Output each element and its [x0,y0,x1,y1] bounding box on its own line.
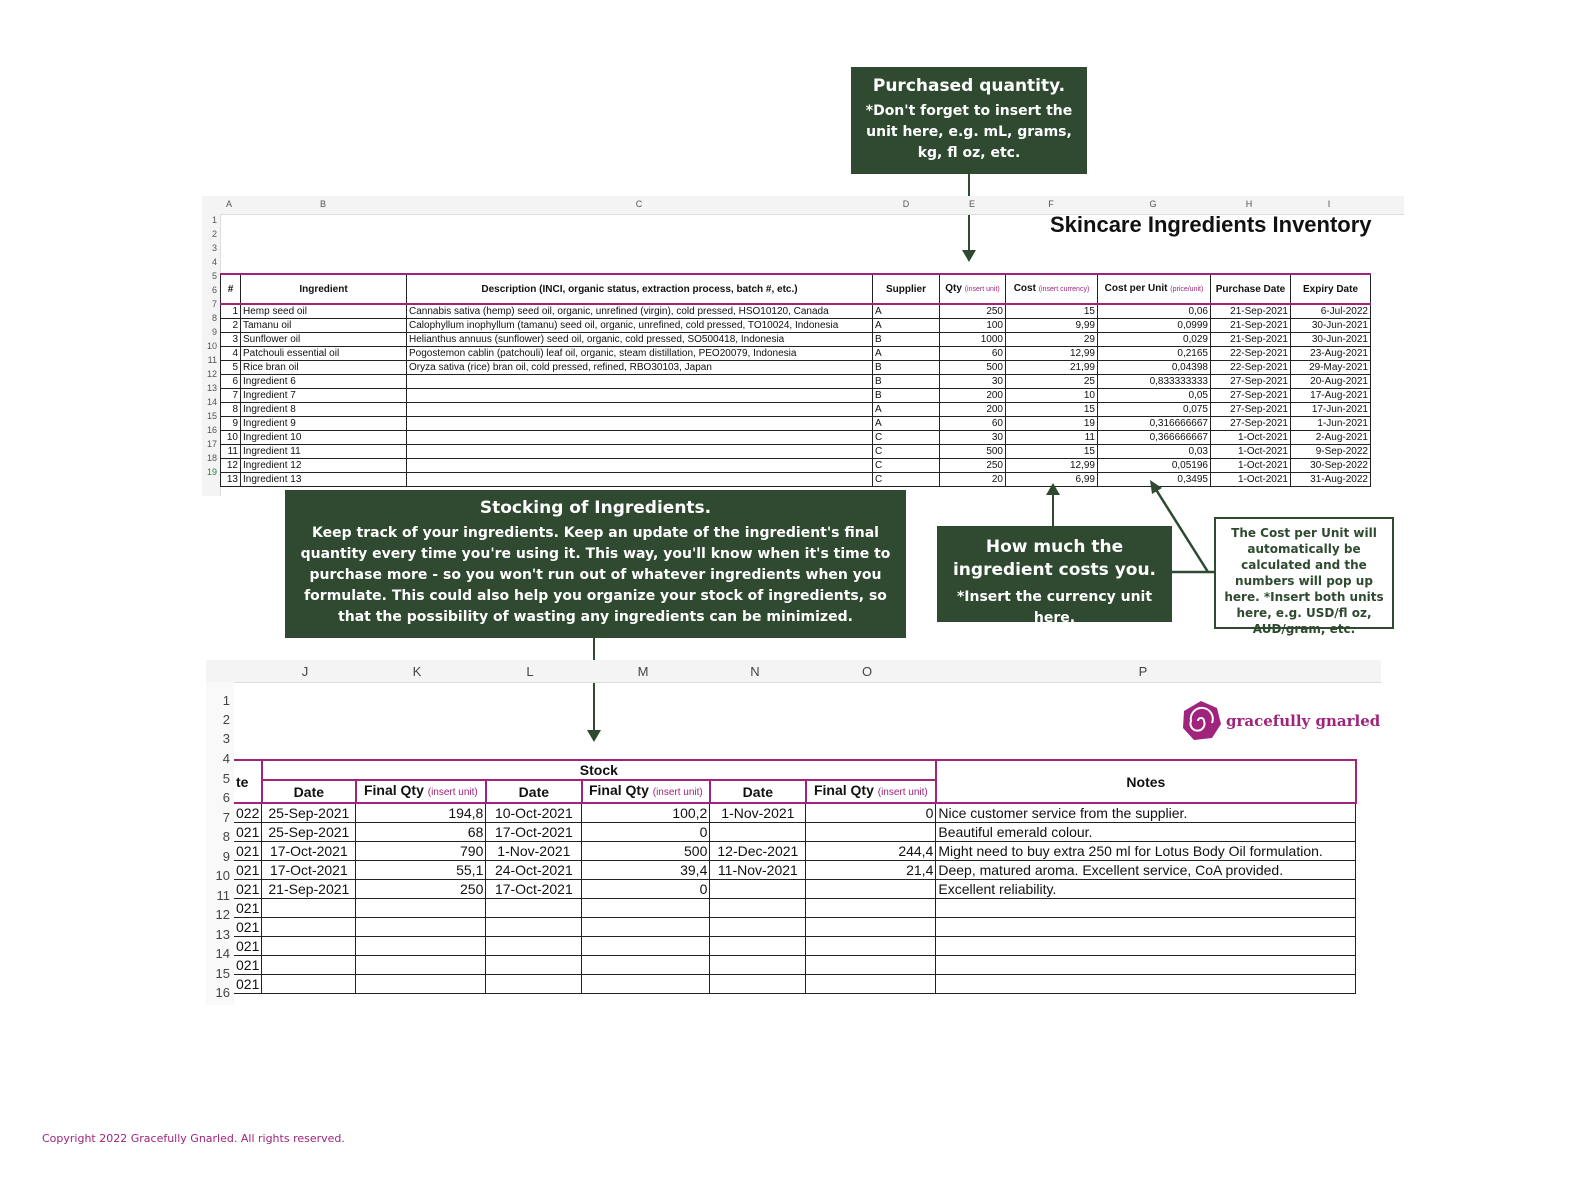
table-cell[interactable]: 13 [221,473,241,487]
table-cell[interactable]: Pogostemon cablin (patchouli) leaf oil, organic, steam distillation, PEO20079, Indonesia [407,347,873,361]
table-cell[interactable]: Cannabis sativa (hemp) seed oil, organic, unrefined (virgin), cold pressed, HSO10120, Canada [407,304,873,319]
table-cell[interactable]: 20-Aug-2021 [1291,375,1371,389]
table-cell[interactable]: 15 [1006,304,1098,319]
table-cell[interactable]: 10-Oct-2021 [486,803,582,823]
inventory-sheet [202,196,1404,496]
table-cell[interactable]: 0,316666667 [1098,417,1211,431]
table-cell[interactable]: 1-Oct-2021 [1211,473,1291,487]
table-cell[interactable]: 2-Aug-2021 [1291,431,1371,445]
table-cell[interactable]: A [873,319,940,333]
table-cell[interactable]: 0,04398 [1098,361,1211,375]
table-cell[interactable]: B [873,375,940,389]
col-letter: A [225,199,233,209]
col-ingredient: Ingredient [241,274,407,304]
table-cell[interactable] [407,445,873,459]
table-row [221,347,1371,361]
table-cell[interactable] [936,918,1356,937]
callout-stocking [285,490,906,638]
table-cell[interactable]: 25-Sep-2021 [262,823,356,842]
table-cell[interactable]: 1-Oct-2021 [1211,445,1291,459]
table-cell[interactable] [262,975,356,994]
arrow-cost [1052,493,1054,526]
table-cell[interactable]: 200 [940,403,1006,417]
col-letter: J [301,664,309,679]
col-date-1: Date [262,780,356,803]
table-cell[interactable]: 22-Sep-2021 [1211,361,1291,375]
table-cell[interactable] [806,823,936,842]
table-cell[interactable]: 022 [234,803,262,823]
table-cell[interactable]: 24-Oct-2021 [486,861,582,880]
col-letter: P [1138,664,1148,679]
table-cell[interactable]: 15 [1006,445,1098,459]
table-cell[interactable] [407,473,873,487]
col-cost: Cost (insert currency) [1006,274,1098,304]
table-cell[interactable] [936,956,1356,975]
table-cell[interactable]: Ingredient 12 [241,459,407,473]
table-cell[interactable]: 1-Oct-2021 [1211,459,1291,473]
table-cell[interactable]: 0,06 [1098,304,1211,319]
table-cell[interactable]: 500 [582,842,710,861]
table-cell[interactable]: Helianthus annuus (sunflower) seed oil, organic, cold pressed, SO500418, Indonesia [407,333,873,347]
col-expiry-date: Expiry Date [1291,274,1371,304]
table-cell[interactable] [262,937,356,956]
table-cell[interactable]: 7 [221,389,241,403]
col-letter: L [526,664,534,679]
table-cell[interactable]: 60 [940,347,1006,361]
table-cell[interactable]: 21-Sep-2021 [262,880,356,899]
table-cell[interactable] [806,899,936,918]
table-cell[interactable]: 25 [1006,375,1098,389]
table-cell[interactable]: 9-Sep-2022 [1291,445,1371,459]
table-cell[interactable]: 17-Jun-2021 [1291,403,1371,417]
col-letter: M [637,664,649,679]
table-cell[interactable]: 25-Sep-2021 [262,803,356,823]
table-cell[interactable]: 30-Jun-2021 [1291,333,1371,347]
table-row [221,403,1371,417]
table-cell[interactable]: Deep, matured aroma. Excellent service, CoA provided. [936,861,1356,880]
table-cell[interactable]: 0,029 [1098,333,1211,347]
table-cell[interactable] [356,956,486,975]
table-cell[interactable] [806,918,936,937]
table-cell[interactable]: B [873,361,940,375]
table-cell[interactable]: Beautiful emerald colour. [936,823,1356,842]
table-cell[interactable]: 27-Sep-2021 [1211,417,1291,431]
table-cell[interactable]: 200 [940,389,1006,403]
table-cell[interactable]: 17-Oct-2021 [486,880,582,899]
arrow-head-icon [1046,483,1060,495]
table-cell[interactable]: A [873,304,940,319]
table-cell[interactable] [710,937,806,956]
table-cell[interactable]: 0,0999 [1098,319,1211,333]
table-cell[interactable] [262,918,356,937]
table-row [234,803,1356,823]
table-cell[interactable]: 100 [940,319,1006,333]
table-cell[interactable] [710,880,806,899]
col-final-qty-3: Final Qty (insert unit) [806,780,936,803]
table-cell[interactable]: 11 [1006,431,1098,445]
table-cell[interactable]: 27-Sep-2021 [1211,375,1291,389]
callout-purchased-quantity [851,67,1087,174]
table-cell[interactable] [407,403,873,417]
table-cell[interactable]: 250 [356,880,486,899]
col-stock: Stock [262,760,936,780]
table-cell[interactable]: 21-Sep-2021 [1211,304,1291,319]
copyright-notice: Copyright 2022 Gracefully Gnarled. All rights reserved. [42,1132,345,1145]
table-cell[interactable]: 021 [234,937,262,956]
table-row [221,319,1371,333]
table-cell[interactable]: Ingredient 10 [241,431,407,445]
table-cell[interactable]: A [873,403,940,417]
col-letter: D [902,199,910,209]
table-row [234,880,1356,899]
table-cell[interactable]: Nice customer service from the supplier. [936,803,1356,823]
table-cell[interactable] [407,389,873,403]
table-cell[interactable]: C [873,445,940,459]
table-cell[interactable]: 12,99 [1006,347,1098,361]
table-cell[interactable] [486,918,582,937]
table-row [234,842,1356,861]
table-cell[interactable] [936,937,1356,956]
table-cell[interactable]: Hemp seed oil [241,304,407,319]
table-row [221,361,1371,375]
table-cell[interactable]: 0,2165 [1098,347,1211,361]
table-row [221,445,1371,459]
table-cell[interactable]: Oryza sativa (rice) bran oil, cold pressed, refined, RBO30103, Japan [407,361,873,375]
table-cell[interactable] [710,899,806,918]
table-cell[interactable] [806,956,936,975]
table-cell[interactable]: Patchouli essential oil [241,347,407,361]
table-cell[interactable]: B [873,389,940,403]
table-cell[interactable]: 6,99 [1006,473,1098,487]
rose-logo-icon [1180,700,1222,742]
table-cell[interactable]: B [873,333,940,347]
col-letter: H [1245,199,1253,209]
table-cell[interactable] [806,975,936,994]
table-cell[interactable] [936,899,1356,918]
table-row [221,417,1371,431]
table-row [234,918,1356,937]
table-cell[interactable] [407,459,873,473]
table-cell[interactable]: 0,05196 [1098,459,1211,473]
table-cell[interactable] [407,417,873,431]
table-cell[interactable]: 9 [221,417,241,431]
table-cell[interactable]: C [873,431,940,445]
table-cell[interactable] [356,918,486,937]
table-cell[interactable]: 4 [221,347,241,361]
table-cell[interactable]: Ingredient 11 [241,445,407,459]
table-cell[interactable]: 1-Nov-2021 [710,803,806,823]
table-cell[interactable]: 27-Sep-2021 [1211,403,1291,417]
table-cell[interactable]: 021 [234,956,262,975]
table-cell[interactable]: 790 [356,842,486,861]
table-cell[interactable]: 22-Sep-2021 [1211,347,1291,361]
table-cell[interactable]: Ingredient 8 [241,403,407,417]
table-cell[interactable]: 250 [940,304,1006,319]
table-cell[interactable]: 30 [940,431,1006,445]
table-cell[interactable]: 21,99 [1006,361,1098,375]
table-cell[interactable] [582,918,710,937]
table-cell[interactable] [582,899,710,918]
table-cell[interactable] [407,431,873,445]
table-cell[interactable]: 0 [582,823,710,842]
callout-body: The Cost per Unit will automatically be calculated and the numbers will pop up here. *Insert both units here, e.g. USD/fl oz, AUD/gram, etc. [1224,526,1384,636]
callout-title: Purchased quantity. [872,76,1066,96]
table-cell[interactable]: 68 [356,823,486,842]
table-cell[interactable]: 12,99 [1006,459,1098,473]
table-cell[interactable]: 0 [582,880,710,899]
table-cell[interactable]: 20 [940,473,1006,487]
table-cell[interactable]: 60 [940,417,1006,431]
callout-title: Stocking of Ingredients. [479,498,712,518]
table-cell[interactable]: 1 [221,304,241,319]
table-cell[interactable]: 021 [234,880,262,899]
col-notes: Notes [936,760,1356,803]
table-cell[interactable]: 39,4 [582,861,710,880]
table-cell[interactable]: 11-Nov-2021 [710,861,806,880]
table-cell[interactable]: 21-Sep-2021 [1211,333,1291,347]
table-cell[interactable]: 6 [221,375,241,389]
table-cell[interactable] [486,937,582,956]
table-cell[interactable]: 12-Dec-2021 [710,842,806,861]
table-cell[interactable]: 12 [221,459,241,473]
col-cost-per-unit: Cost per Unit (price/unit) [1098,274,1211,304]
table-cell[interactable]: 10 [221,431,241,445]
row-header-bar: 1 2 3 4 5 6 7 8 9 10 11 12 13 14 15 16 [206,682,234,1005]
table-cell[interactable] [407,375,873,389]
table-cell[interactable]: 194,8 [356,803,486,823]
table-cell[interactable]: 021 [234,842,262,861]
table-cell[interactable]: 17-Oct-2021 [262,861,356,880]
table-cell[interactable]: C [873,459,940,473]
table-cell[interactable] [710,918,806,937]
stock-header-row [234,760,1356,780]
table-cell[interactable]: A [873,347,940,361]
col-letter: I [1327,199,1331,209]
table-cell[interactable]: 021 [234,861,262,880]
table-cell[interactable]: Tamanu oil [241,319,407,333]
table-cell[interactable] [582,956,710,975]
callout-body: *Insert the currency unit here. [956,589,1153,626]
table-row [234,937,1356,956]
table-cell[interactable]: 21,4 [806,861,936,880]
table-cell[interactable]: Excellent reliability. [936,880,1356,899]
table-row [221,459,1371,473]
row-header-bar: 1 2 3 4 5 6 7 8 9 10 11 12 13 14 15 16 17 18 19 [202,214,221,496]
callout-title: How much the ingredient costs you. [952,537,1157,580]
table-cell[interactable]: Ingredient 7 [241,389,407,403]
table-cell[interactable]: 17-Aug-2021 [1291,389,1371,403]
table-cell[interactable] [710,956,806,975]
col-letter: F [1048,199,1054,209]
col-final-qty-1: Final Qty (insert unit) [356,780,486,803]
table-cell[interactable] [710,975,806,994]
col-supplier: Supplier [873,274,940,304]
table-cell[interactable]: 500 [940,361,1006,375]
col-truncated-date: te [234,760,262,803]
table-row [234,861,1356,880]
table-cell[interactable]: 1-Nov-2021 [486,842,582,861]
table-cell[interactable]: 9,99 [1006,319,1098,333]
table-cell[interactable]: 8 [221,403,241,417]
table-cell[interactable] [356,975,486,994]
table-row [221,333,1371,347]
col-letter: N [750,664,760,679]
col-final-qty-2: Final Qty (insert unit) [582,780,710,803]
table-cell[interactable]: 15 [1006,403,1098,417]
col-date-3: Date [710,780,806,803]
table-cell[interactable]: 10 [1006,389,1098,403]
table-cell[interactable] [486,956,582,975]
table-cell[interactable]: 0 [806,803,936,823]
table-row [221,375,1371,389]
col-qty: Qty (insert unit) [940,274,1006,304]
table-cell[interactable]: 021 [234,918,262,937]
col-description: Description (INCI, organic status, extraction process, batch #, etc.) [407,274,873,304]
callout-body: Keep track of your ingredients. Keep an update of the ingredient's final quantity every time you're using it. This way, you'll know when it's time to purchase more - so you won't run out of whatever ingredients when you formulate. This could also help you organize your stock of ingredients, so that the possibility of wasting any ingredients can be minimized. [300,525,891,625]
table-cell[interactable]: Might need to buy extra 250 ml for Lotus Body Oil formulation. [936,842,1356,861]
table-cell[interactable]: 29-May-2021 [1291,361,1371,375]
table-cell[interactable]: 1-Oct-2021 [1211,431,1291,445]
inventory-table [220,273,1371,487]
table-cell[interactable]: 30 [940,375,1006,389]
table-cell[interactable] [582,975,710,994]
table-row [234,899,1356,918]
col-purchase-date: Purchase Date [1211,274,1291,304]
col-letter: E [968,199,976,209]
table-cell[interactable] [582,937,710,956]
table-cell[interactable]: 0,833333333 [1098,375,1211,389]
table-cell[interactable]: Calophyllum inophyllum (tamanu) seed oil, organic, unrefined, cold pressed, TO10024, Indonesia [407,319,873,333]
table-row [234,823,1356,842]
table-cell[interactable]: 27-Sep-2021 [1211,389,1291,403]
table-cell[interactable]: 0,075 [1098,403,1211,417]
table-cell[interactable]: 31-Aug-2022 [1291,473,1371,487]
table-cell[interactable]: 250 [940,459,1006,473]
col-letter: G [1149,199,1157,209]
table-cell[interactable]: C [873,473,940,487]
col-letter: K [412,664,422,679]
table-cell[interactable]: Ingredient 6 [241,375,407,389]
table-row [234,975,1356,994]
table-cell[interactable]: 021 [234,899,262,918]
callout-cost-per-unit [1214,517,1394,636]
table-cell[interactable]: 23-Aug-2021 [1291,347,1371,361]
table-cell[interactable]: 100,2 [582,803,710,823]
table-cell[interactable]: 0,05 [1098,389,1211,403]
table-cell[interactable]: 6-Jul-2022 [1291,304,1371,319]
table-row [221,304,1371,319]
table-cell[interactable]: 2 [221,319,241,333]
col-letter: O [861,664,873,679]
table-cell[interactable]: 0,03 [1098,445,1211,459]
table-cell[interactable]: Ingredient 9 [241,417,407,431]
table-cell[interactable]: 500 [940,445,1006,459]
table-cell[interactable] [806,937,936,956]
table-row [221,431,1371,445]
table-cell[interactable]: 1-Jun-2021 [1291,417,1371,431]
table-cell[interactable] [936,975,1356,994]
table-cell[interactable]: 17-Oct-2021 [262,842,356,861]
table-cell[interactable] [486,899,582,918]
arrow-cpu [1148,480,1218,575]
col-date-2: Date [486,780,582,803]
callout-cost [937,526,1172,626]
table-cell[interactable]: 021 [234,975,262,994]
table-cell[interactable] [710,823,806,842]
table-cell[interactable] [806,880,936,899]
table-cell[interactable]: 55,1 [356,861,486,880]
sheet-title: Skincare Ingredients Inventory [1050,212,1372,237]
logo-text: gracefully gnarled [1226,712,1381,730]
stock-table [234,759,1357,994]
table-cell[interactable]: 1000 [940,333,1006,347]
table-cell[interactable]: Sunflower oil [241,333,407,347]
table-cell[interactable]: Rice bran oil [241,361,407,375]
col-letter: B [319,199,327,209]
table-cell[interactable]: 30-Jun-2021 [1291,319,1371,333]
col-letter: C [635,199,643,209]
table-cell[interactable]: A [873,417,940,431]
table-cell[interactable]: 17-Oct-2021 [486,823,582,842]
table-cell[interactable]: 5 [221,361,241,375]
table-cell[interactable]: 11 [221,445,241,459]
table-cell[interactable]: 244,4 [806,842,936,861]
table-cell[interactable]: 021 [234,823,262,842]
table-cell[interactable]: 19 [1006,417,1098,431]
brand-logo [1180,700,1380,742]
table-cell[interactable]: 21-Sep-2021 [1211,319,1291,333]
table-cell[interactable]: Ingredient 13 [241,473,407,487]
table-cell[interactable] [486,975,582,994]
table-cell[interactable]: 29 [1006,333,1098,347]
inventory-header-row [221,274,1371,304]
table-cell[interactable] [356,899,486,918]
callout-body: *Don't forget to insert the unit here, e.g. mL, grams, kg, fl oz, etc. [865,103,1073,161]
table-cell[interactable] [262,899,356,918]
table-cell[interactable]: 0,366666667 [1098,431,1211,445]
column-header-bar [206,660,1381,683]
table-cell[interactable]: 30-Sep-2022 [1291,459,1371,473]
col-num: # [221,274,241,304]
table-cell[interactable] [262,956,356,975]
table-cell[interactable]: 3 [221,333,241,347]
table-row [234,956,1356,975]
table-row [221,389,1371,403]
table-cell[interactable]: 0,3495 [1098,473,1211,487]
table-cell[interactable] [356,937,486,956]
